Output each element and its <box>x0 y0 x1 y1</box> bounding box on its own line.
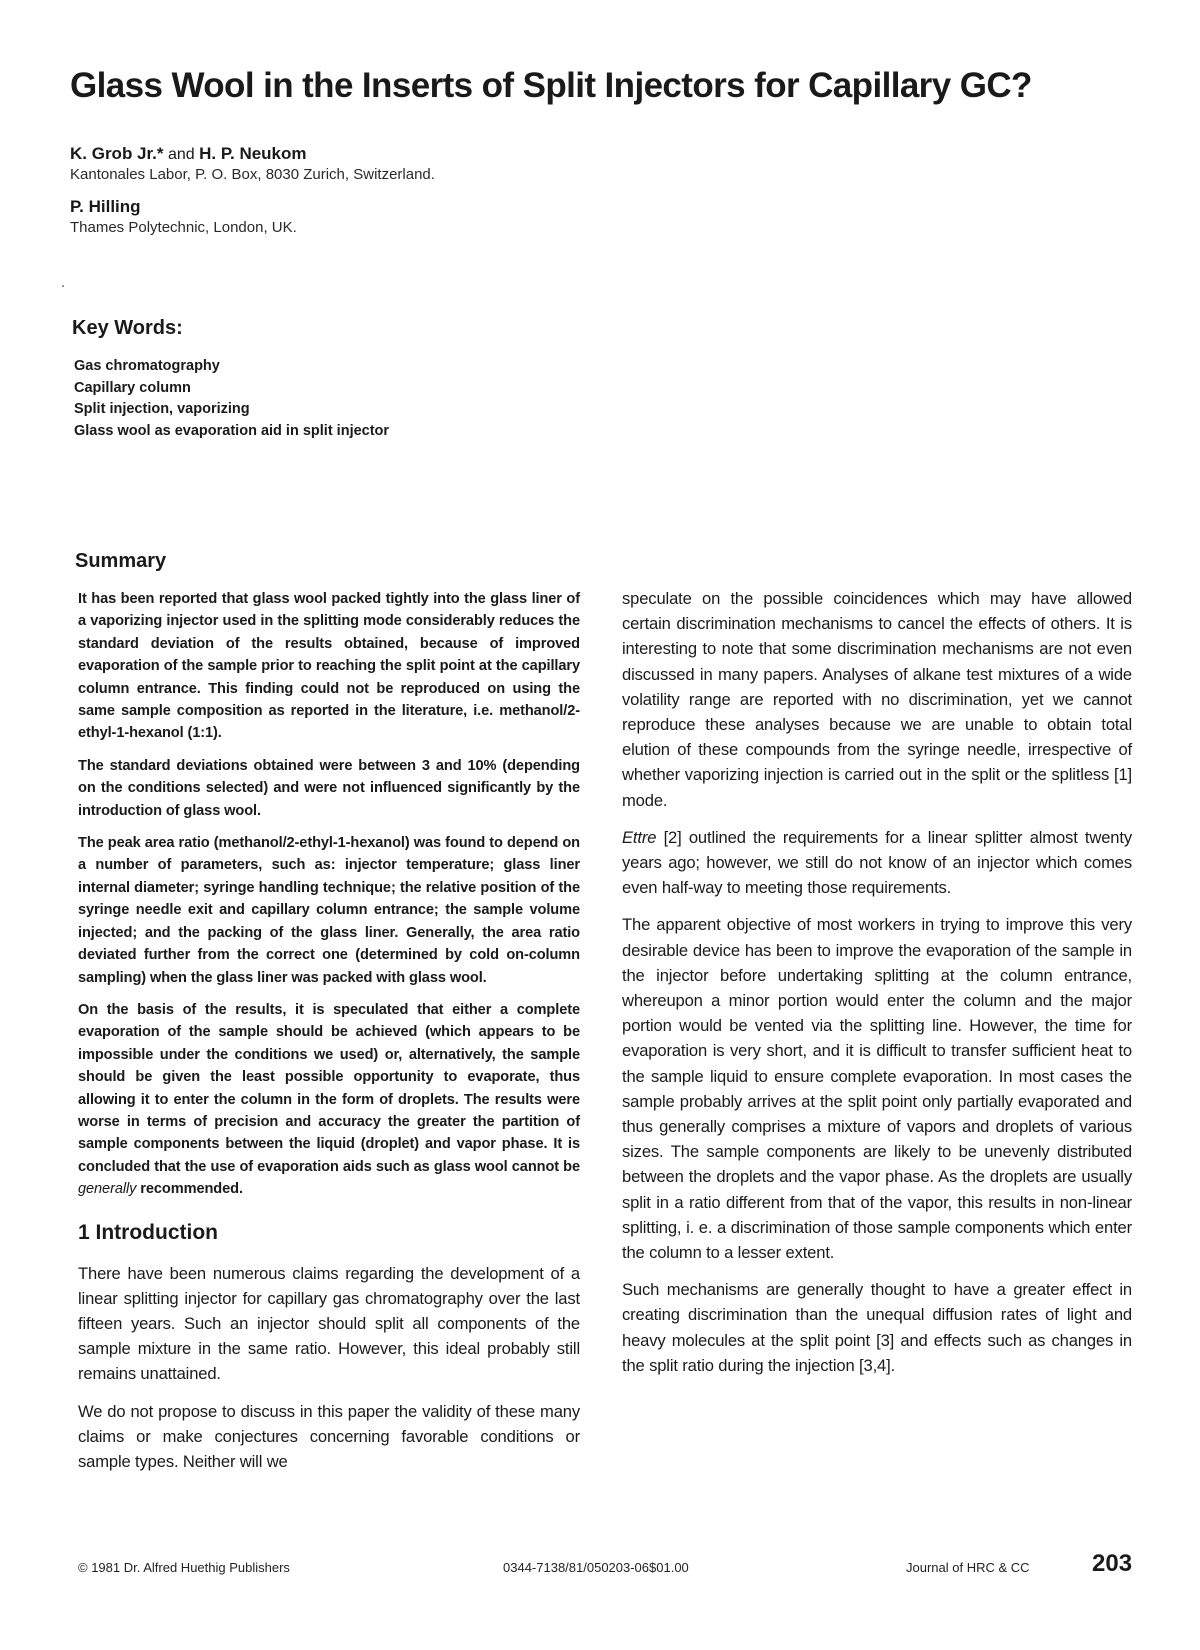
summary-paragraph: It has been reported that glass wool packed tightly into the glass liner of a vaporizing injector used in the splitting mode considerably reduces the standard deviation of the results obtained, because of improved evaporation of the sample prior to reaching the split point at the capillary column entrance. This finding could not be reproduced on using the same sample composition as reported in the literature, i.e. methanol/2-ethyl-1-hexanol (1:1). <box>78 591 580 742</box>
scan-speck <box>62 285 64 287</box>
keywords-heading: Key Words: <box>72 317 183 339</box>
cited-author: Ettre <box>622 827 657 847</box>
author-conjunction: and <box>163 146 200 163</box>
body-paragraph: We do not propose to discuss in this paper the validity of these many claims or make conjectures concerning favorable conditions or sample types. Neither will we <box>78 1401 580 1471</box>
right-column <box>622 586 1132 1390</box>
author-affiliation-2: Thames Polytechnic, London, UK. <box>70 219 297 236</box>
keyword-item: Glass wool as evaporation aid in split injector <box>74 422 390 439</box>
keyword-item: Gas chromatography <box>74 358 220 374</box>
summary-paragraph: The standard deviations obtained were between 3 and 10% (depending on the conditions selected) and were not influenced significantly by the introduction of glass wool. <box>78 757 580 819</box>
summary-emphasis: generally <box>78 1181 137 1198</box>
summary-text-run: recommended. <box>136 1181 243 1198</box>
author-block <box>70 144 670 250</box>
page-number: 203 <box>1092 1550 1133 1577</box>
body-paragraph <box>622 825 1132 901</box>
introduction-text <box>78 1261 580 1475</box>
author-group-1 <box>70 144 670 185</box>
author-name: P. Hilling <box>70 197 141 216</box>
body-paragraph: The apparent objective of most workers in trying to improve this very desirable device has been to improve the evaporation of the sample in the injector before undertaking splitting at the column entrance, whereupon a minor portion would enter the column and the major portion would be vented via the splitting line. However, the time for evaporation is very short, and it is difficult to transfer sufficient heat to the sample liquid to ensure complete evaporation. In most cases the sample probably arrives at the split point only partially evaporated and thus generally comprises a mixture of vapors and droplets of various sizes. The sample components are likely to be unevenly distributed between the droplets and the vapor phase. As the droplets are usually split in a ratio different from that of the vapor, this results in non-linear splitting, i. e. a discrimination of those sample components which enter the column to a lesser extent. <box>622 915 1132 1263</box>
author-group-2 <box>70 197 670 238</box>
body-paragraph: There have been numerous claims regarding the development of a linear splitting injector for capillary gas chromatography over the last fifteen years. Such an injector should split all components of the sample mixture in the same ratio. However, this ideal probably still remains unattained. <box>78 1263 580 1384</box>
introduction-heading: 1 Introduction <box>78 1220 218 1244</box>
author-name: K. Grob Jr.* <box>70 144 164 163</box>
footer-journal: Journal of HRC & CC <box>906 1560 1030 1575</box>
author-names-2 <box>70 197 670 218</box>
footer-code: 0344-7138/81/050203-06$01.00 <box>503 1560 689 1575</box>
left-column <box>78 588 580 1486</box>
author-name: H. P. Neukom <box>199 144 307 163</box>
article-title: Glass Wool in the Inserts of Split Injectors for Capillary GC? <box>70 66 1032 105</box>
author-affiliation-1: Kantonales Labor, P. O. Box, 8030 Zurich, Switzerland. <box>70 166 435 183</box>
author-names-1 <box>70 144 670 165</box>
body-paragraph: speculate on the possible coincidences which may have allowed certain discrimination mechanisms to cancel the effects of others. It is interesting to note that some discrimination mechanisms are not even discussed in many papers. Analyses of alkane test mixtures of a wide volatility range are reported with no discrimination, yet we cannot reproduce these analyses because we are unable to obtain total elution of these compounds from the syringe needle, irrespective of whether vaporizing injection is carried out in the split or the splitless [1] mode. <box>622 589 1132 810</box>
summary-paragraph: The peak area ratio (methanol/2-ethyl-1-hexanol) was found to depend on a number of parameters, such as: injector temperature; glass liner internal diameter; syringe handling technique; the relative position of the syringe needle exit and capillary column entrance; the sample volume injected; and the packing of the glass liner. Generally, the area ratio deviated further from the correct one (determined by cold on-column sampling) when the glass liner was packed with glass wool. <box>78 835 580 986</box>
summary-text <box>78 588 580 1201</box>
summary-heading: Summary <box>75 550 167 572</box>
body-text-run: [2] outlined the requirements for a linear splitter almost twenty years ago; however, we still do not know of an injector which comes even half-way to meeting those requirements. <box>622 827 1132 898</box>
right-column-text <box>622 586 1132 1378</box>
summary-text-run: On the basis of the results, it is speculated that either a complete evaporation of the sample should be achieved (which appears to be impossible under the conditions we used) or, alternatively, the sample should be given the least possible opportunity to evaporate, thus allowing it to enter the column in the form of droplets. The results were worse in terms of precision and accuracy the greater the partition of sample components between the liquid (droplet) and vapor phase. It is concluded that the use of evaporation aids such as glass wool cannot be <box>78 1001 580 1175</box>
keyword-item: Capillary column <box>74 379 191 396</box>
summary-paragraph <box>78 999 580 1201</box>
body-paragraph: Such mechanisms are generally thought to have a greater effect in creating discrimination than the unequal diffusion rates of light and heavy molecules at the split point [3] and effects such as changes in the split ratio during the injection [3,4]. <box>622 1280 1132 1375</box>
keywords-list <box>74 356 389 442</box>
footer-copyright: © 1981 Dr. Alfred Huethig Publishers <box>78 1560 290 1575</box>
keyword-item: Split injection, vaporizing <box>74 401 250 417</box>
